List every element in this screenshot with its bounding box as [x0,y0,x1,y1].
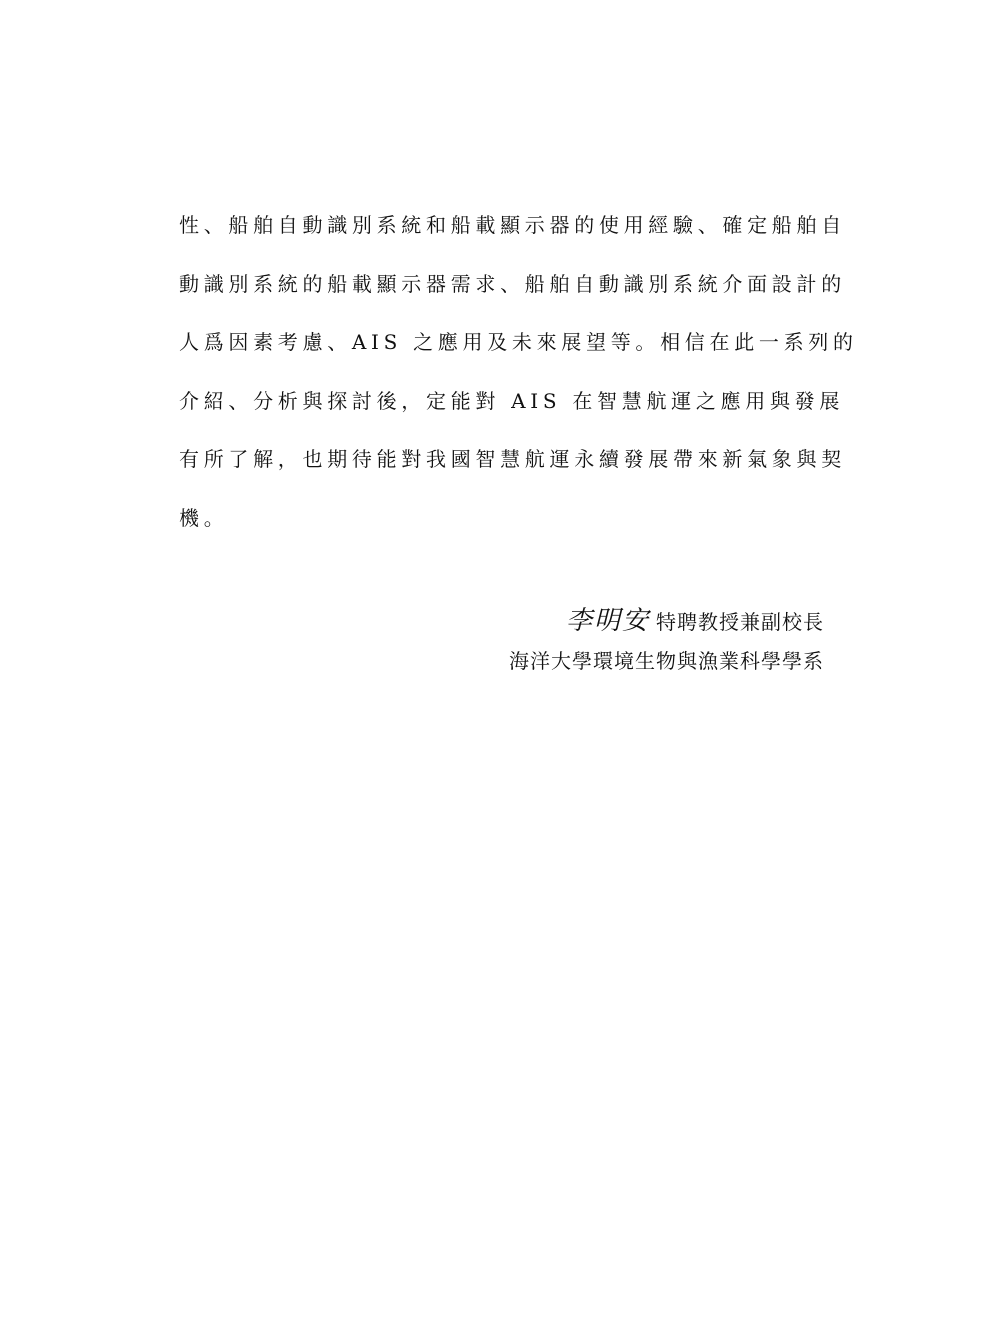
body-paragraph [179,196,858,547]
author-department: 海洋大學環境生物與漁業科學學系 [509,649,824,673]
paragraph-line: 人爲因素考慮、AIS 之應用及未來展望等。相信在此一系列的 [179,330,858,354]
author-name: 李明安 [565,606,650,636]
paragraph-line: 介紹、分析與探討後，定能對 AIS 在智慧航運之應用與發展 [179,388,845,413]
paragraph-line: 機。 [179,505,229,530]
signature-block [404,600,824,674]
author-title: 特聘教授兼副校長 [656,610,824,634]
paragraph-line: 有所了解，也期待能對我國智慧航運永續發展帶來新氣象與契 [179,447,846,471]
signature-name-row [404,600,824,637]
paragraph-line: 動識別系統的船載顯示器需求、船舶自動識別系統介面設計的 [179,271,846,296]
paragraph-line: 性、船舶自動識別系統和船載顯示器的使用經驗、確定船舶自 [179,213,846,237]
